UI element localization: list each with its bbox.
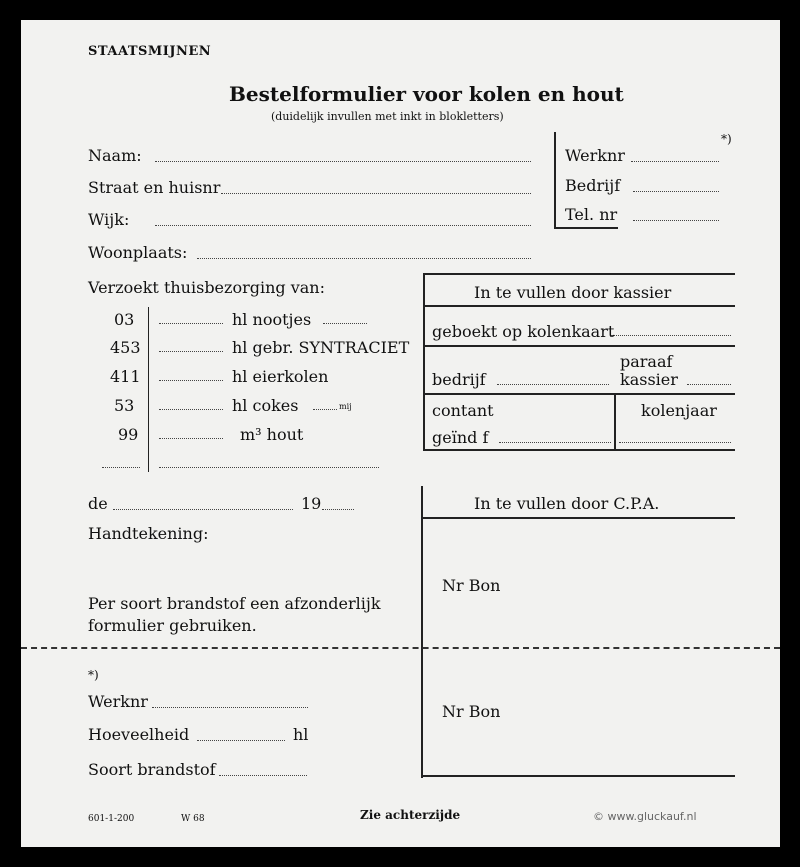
product-unit: hl nootjes [232, 310, 312, 329]
product-extra: mij [339, 402, 352, 411]
wijk-label: Wijk: [88, 210, 130, 229]
kassier-bedrijf-label: bedrijf [432, 370, 486, 389]
side-box-bottom [554, 227, 618, 229]
side-box-asterisk: *) [721, 132, 732, 146]
kassier-bedrijf-field[interactable] [497, 384, 609, 385]
product-unit: hl eierkolen [232, 367, 329, 386]
wijk-field[interactable] [155, 225, 531, 226]
verzoekt-label: Verzoekt thuisbezorging van: [88, 278, 325, 297]
stub-soort-label: Soort brandstof [88, 760, 216, 779]
geind-label: geïnd f [432, 428, 489, 447]
product-qty-field[interactable] [159, 438, 223, 439]
bedrijf-field[interactable] [633, 191, 719, 192]
kassier-divider [423, 393, 735, 395]
geind-field[interactable] [499, 442, 611, 443]
side-box-border [554, 132, 556, 229]
cut-line [21, 647, 780, 649]
nr-bon-label: Nr Bon [442, 702, 501, 721]
watermark: © www.gluckauf.nl [593, 810, 697, 823]
telnr-label: Tel. nr [565, 205, 618, 224]
company-name: STAATSMIJNEN [88, 44, 212, 59]
note-line1: Per soort brandstof een afzonderlijk [88, 594, 381, 613]
year-field[interactable] [322, 509, 354, 510]
kassier-vdivider [614, 393, 616, 451]
kassier-divider [423, 305, 735, 307]
note-line2: formulier gebruiken. [88, 616, 257, 635]
stub-hoeveelheid-field[interactable] [197, 740, 285, 741]
product-unit: m³ hout [240, 425, 304, 444]
date-de-label: de [88, 494, 108, 513]
bedrijf-label: Bedrijf [565, 176, 621, 195]
product-code-field[interactable] [102, 467, 140, 468]
kassier-divider [423, 345, 735, 347]
kassier-label: kassier [620, 370, 678, 389]
straat-field[interactable] [221, 193, 531, 194]
cpa-left [421, 486, 423, 778]
form-subtitle: (duidelijk invullen met inkt in blokletters) [271, 110, 504, 123]
stub-asterisk: *) [88, 668, 99, 682]
product-extra-field[interactable] [323, 323, 367, 324]
werknr-label: Werknr [565, 146, 625, 165]
product-extra-row-field[interactable] [159, 467, 379, 468]
product-code: 03 [114, 310, 135, 329]
telnr-field[interactable] [633, 220, 719, 221]
product-qty-field[interactable] [159, 323, 223, 324]
geboekt-label: geboekt op kolenkaart [432, 322, 615, 341]
stub-hl-label: hl [293, 725, 309, 744]
kolenjaar-label: kolenjaar [641, 401, 717, 420]
stub-hoeveelheid-label: Hoeveelheid [88, 725, 190, 744]
handtekening-label: Handtekening: [88, 524, 209, 543]
naam-field[interactable] [155, 161, 531, 162]
kassier-left [423, 273, 425, 451]
naam-label: Naam: [88, 146, 142, 165]
product-code: 53 [114, 396, 135, 415]
kassier-field[interactable] [687, 384, 731, 385]
product-extra-field[interactable] [313, 409, 337, 410]
stub-werknr-label: Werknr [88, 692, 148, 711]
paraaf-label: paraaf [620, 352, 673, 371]
cpa-title: In te vullen door C.P.A. [474, 494, 660, 513]
kassier-bottom [423, 449, 735, 451]
nr-bon-label: Nr Bon [442, 576, 501, 595]
product-code: 411 [110, 367, 141, 386]
cpa-bottom [423, 775, 735, 777]
see-reverse-note: Zie achterzijde [360, 808, 461, 822]
product-code: 453 [110, 338, 141, 357]
date-year-label: 19 [301, 494, 322, 513]
form-version: W 68 [181, 814, 205, 824]
form-code: 601-1-200 [88, 814, 135, 824]
product-qty-field[interactable] [159, 351, 223, 352]
kassier-top [423, 273, 735, 275]
product-unit: hl cokes [232, 396, 299, 415]
werknr-field[interactable] [631, 161, 719, 162]
product-code: 99 [118, 425, 139, 444]
woonplaats-label: Woonplaats: [88, 243, 188, 262]
kolenjaar-field[interactable] [619, 442, 731, 443]
product-qty-field[interactable] [159, 409, 223, 410]
cpa-divider [423, 517, 735, 519]
product-unit: hl gebr. SYNTRACIET [232, 338, 410, 357]
form-title: Bestelformulier voor kolen en hout [229, 82, 624, 106]
geboekt-field[interactable] [611, 335, 731, 336]
stub-werknr-field[interactable] [152, 707, 308, 708]
products-divider [148, 307, 149, 472]
stub-soort-field[interactable] [219, 775, 307, 776]
order-form [21, 20, 780, 847]
kassier-title: In te vullen door kassier [474, 283, 672, 302]
date-field[interactable] [113, 509, 293, 510]
product-qty-field[interactable] [159, 380, 223, 381]
contant-label: contant [432, 401, 494, 420]
woonplaats-field[interactable] [197, 258, 531, 259]
straat-label: Straat en huisnr [88, 178, 221, 197]
